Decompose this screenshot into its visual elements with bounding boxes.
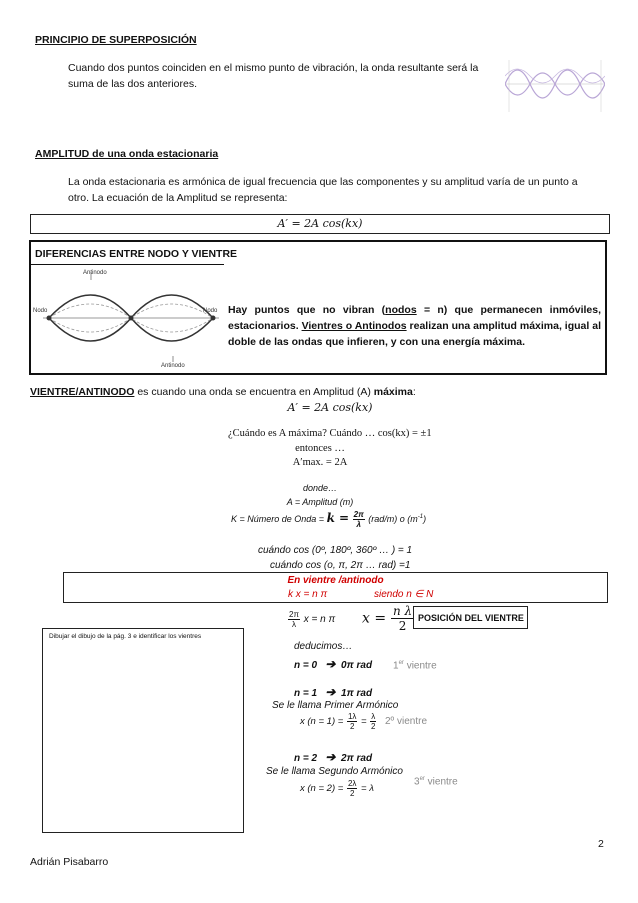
entonces-line: entonces …	[295, 443, 345, 454]
section-heading-amplitud: AMPLITUD de una onda estacionaria	[35, 148, 219, 160]
def-numero-onda: K = Número de Onda = k = $\frac{2\pi}{\lambda}$ (rad/m) o $(m^{-1})$	[231, 510, 427, 529]
vientre-box-title: En vientre /antinodo	[287, 575, 384, 586]
cos-radians-line: cuándo cos (o, π, 2π … rad) =1	[270, 560, 411, 571]
deducimos-line: deducimos…	[294, 641, 353, 652]
posicion-vientre-box: POSICIÓN DEL VIENTRE	[413, 606, 528, 629]
vientre-condition-box	[63, 572, 608, 603]
x1-formula: x (n = 1) = $\frac{1\lambda}{2}$ = $\frac{\lambda}{2}$	[300, 712, 376, 731]
vientre-box-condition: siendo n ∈ N	[374, 589, 434, 600]
n2-line: n = 2 ➔ 2π rad	[294, 750, 373, 764]
arrow-right-icon: ➔	[325, 685, 336, 699]
question-line: ¿Cuándo es A máxima? Cuándo … cos(kx) = ±1	[228, 428, 432, 439]
first-vientre-label: 1er vientre	[393, 660, 437, 672]
label-nodo-right: Nodo	[203, 308, 218, 314]
page-number: 2	[598, 838, 604, 850]
def-amplitud: A = Amplitud (m)	[286, 497, 354, 507]
frac-equation: $\frac{2\pi}{\lambda}$ x = n π	[289, 610, 336, 629]
position-formula: x = $\frac{\text{n λ}}{2}$	[362, 604, 413, 633]
nodo-vientre-text: Hay puntos que no vibran (nodos = n) que permanecen inmóviles, estacionarios. Vientres o Antinodos realizan una amplitud máxima, igual al doble de las ondas que infieren, y con una energía máxima.	[228, 304, 602, 348]
superposition-waves-figure	[505, 52, 605, 116]
donde-line: donde…	[302, 483, 338, 493]
label-nodo-left: Nodo	[33, 308, 48, 314]
label-antinodo-top: Antinodo	[83, 270, 107, 276]
second-vientre-label: 2º vientre	[385, 716, 428, 727]
n1-line: n = 1 ➔ 1π rad	[294, 685, 373, 699]
amax-line: A′max. = 2A	[292, 457, 348, 468]
label-antinodo-bottom: Antinodo	[161, 363, 185, 368]
third-vientre-label: 3er vientre	[414, 776, 458, 788]
amplitud-paragraph: La onda estacionaria es armónica de igual frecuencia que las componentes y su amplitud varía de un punto a otro. La ecuación de la Amplitud se representa:	[68, 176, 578, 204]
vientre-equation: A′ = 2A cos(kx)	[287, 401, 373, 414]
primer-armonico: Se le llama Primer Armónico	[272, 700, 399, 711]
section-heading-superposicion: PRINCIPIO DE SUPERPOSICIÓN	[35, 34, 197, 46]
n0-line: n = 0 ➔ 0π rad	[294, 657, 373, 671]
drawing-placeholder-box	[42, 628, 244, 833]
nodo-vientre-box	[29, 240, 607, 375]
arrow-right-icon: ➔	[325, 750, 336, 764]
segundo-armonico: Se le llama Segundo Armónico	[266, 766, 403, 777]
vientre-intro: VIENTRE/ANTINODO es cuando una onda se encuentra en Amplitud (A) máxima:	[30, 386, 416, 398]
vientre-box-equation: k x = n π	[288, 589, 328, 600]
nodo-vientre-heading: DIFERENCIAS ENTRE NODO Y VIENTRE	[35, 248, 238, 260]
cos-degrees-line: cuándo cos (0º, 180º, 360º … ) = 1	[258, 545, 413, 556]
drawing-box-instructions: Dibujar el dibujo de la pág. 3 e identificar los vientres	[49, 633, 202, 640]
author-name: Adrián Pisabarro	[30, 856, 109, 868]
amplitude-equation-box	[30, 214, 610, 234]
arrow-right-icon: ➔	[325, 657, 336, 671]
heading-underline	[31, 264, 224, 265]
x2-formula: x (n = 2) = $\frac{2\lambda}{2}$ = λ	[300, 779, 374, 798]
superposicion-paragraph: Cuando dos puntos coinciden en el mismo punto de vibración, la onda resultante será la suma de las dos anteriores.	[68, 62, 479, 90]
standing-wave-figure	[31, 268, 231, 368]
amplitude-equation: A′ = 2A cos(kx)	[277, 217, 363, 230]
